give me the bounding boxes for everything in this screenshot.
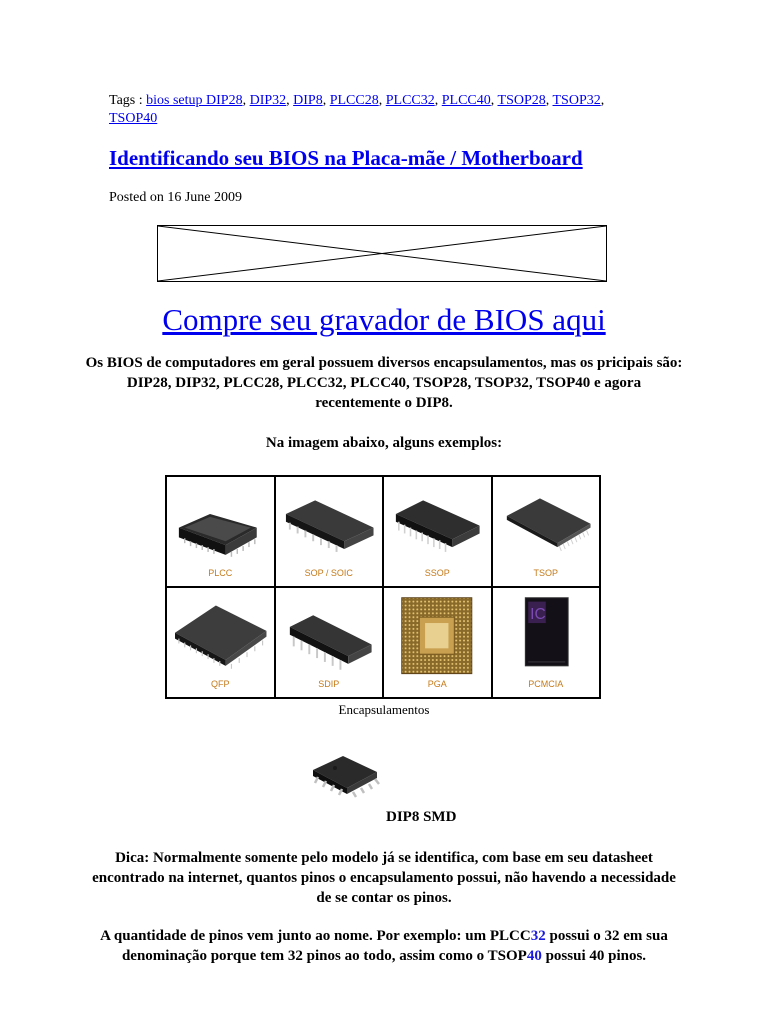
package-cell-sop-soic [275,476,384,587]
package-label-pga: PGA [427,679,447,689]
package-label-sdip: SDIP [318,679,340,689]
post-title-link[interactable]: Identificando seu BIOS na Placa-mãe / Motherboard [109,146,583,170]
package-cell-tsop [492,476,601,587]
tag-link-plcc40[interactable]: PLCC40 [441,93,491,108]
promo-heading [0,302,768,338]
pins-highlight-40: 40 [526,948,542,964]
intro-paragraph: Os BIOS de computadores em geral possuem diversos encapsulamentos, mas os pricipais são: DIP28, DIP32, PLCC28, PLCC32, PLCC40, TSOP28, TSOP32, TSOP40 e agora recentemente o DIP8. [85,355,683,411]
tags-prefix: Tags : [109,93,147,108]
tag-link-tsop32[interactable]: TSOP32 [552,93,601,108]
dip8-chip-icon [305,748,385,798]
package-cell-pcmcia [492,587,601,698]
pins-text-part2: possui o 32 em sua denominação porque tem 32 pinos ao todo, assim como o TSOP [121,928,668,964]
pins-text-part3: possui 40 pinos. [541,948,647,964]
package-cell-ssop [383,476,492,587]
tip-paragraph: Dica: Normalmente somente pelo modelo já se identifica, com base em seu datasheet encontrado na internet, quantos pinos o encapsulamento possui, não havendo a necessidade de se contar os pinos. [92,850,676,906]
package-label-qfp: QFP [210,679,230,689]
pins-paragraph [84,926,684,966]
tag-link-bios-setup-dip28[interactable]: bios setup DIP28 [146,93,243,108]
post-date: Posted on 16 June 2009 [109,190,242,205]
tag-link-tsop28[interactable]: TSOP28 [497,93,546,108]
tag-link-plcc32[interactable]: PLCC32 [385,93,435,108]
tag-link-dip8[interactable]: DIP8 [293,93,323,108]
pins-text-part1: A quantidade de pinos vem junto ao nome. Por exemplo: um PLCC [100,928,531,944]
package-label-ssop: SSOP [424,568,450,578]
package-cell-plcc [166,476,275,587]
svg-text:IC: IC [529,606,546,624]
image-placeholder-cross [158,226,606,281]
packages-image [165,475,601,699]
package-cell-pga [383,587,492,698]
tag-link-dip32[interactable]: DIP32 [249,93,287,108]
package-cell-qfp [166,587,275,698]
example-heading: Na imagem abaixo, alguns exemplos: [265,435,503,451]
image-caption: Encapsulamentos [338,702,430,717]
package-label-pcmcia: PCMCIA [528,679,564,689]
dip8-smd-label: DIP8 SMD [386,809,457,825]
tag-link-plcc28[interactable]: PLCC28 [329,93,379,108]
package-label-sop-soic: SOP / SOIC [304,568,353,578]
broken-image-placeholder [157,225,607,282]
tag-link-tsop40[interactable]: TSOP40 [109,111,158,126]
pins-highlight-32: 32 [530,928,546,944]
post-title [109,146,583,171]
package-label-plcc: PLCC [208,568,233,578]
tags-line: Tags : bios setup DIP28, DIP32, DIP8, PLCC28, PLCC32, PLCC40, TSOP28, TSOP32, TSOP40 [109,93,605,126]
promo-link[interactable]: Compre seu gravador de BIOS aqui [162,302,606,337]
package-cell-sdip [275,587,384,698]
package-label-tsop: TSOP [533,568,558,578]
